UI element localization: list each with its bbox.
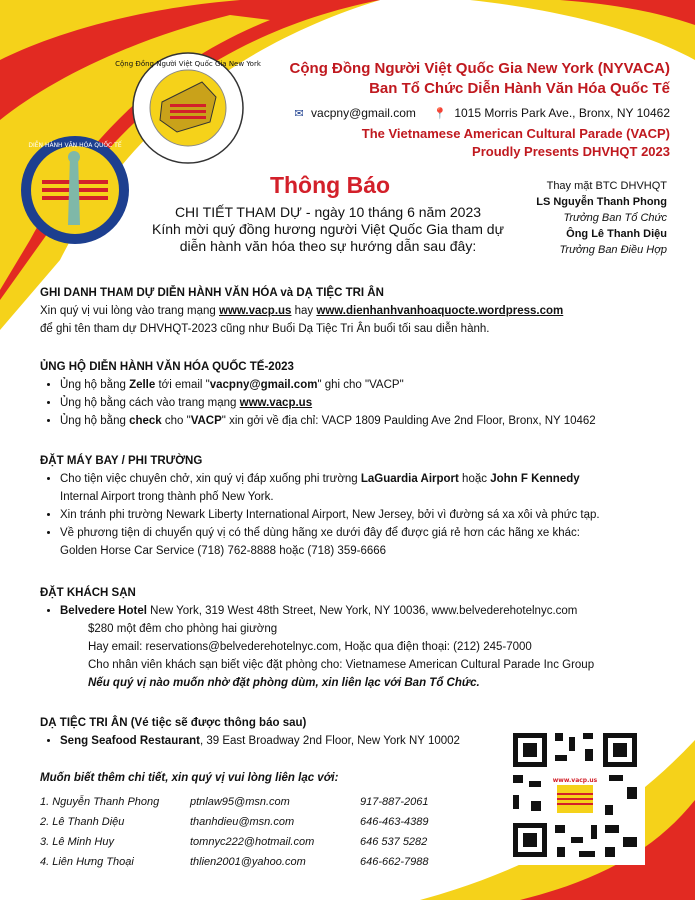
- contact-phone: 917-887-2061: [360, 796, 429, 808]
- header-email[interactable]: vacpny@gmail.com: [311, 106, 416, 120]
- list-item: [60, 376, 660, 394]
- flight-i1a: Cho tiện việc chuyên chở, xin quý vị đáp xuống phi trường: [60, 473, 361, 485]
- check-label: check: [129, 415, 162, 427]
- table-row: [40, 812, 460, 832]
- qr-code[interactable]: [505, 725, 645, 865]
- table-row: [40, 832, 460, 852]
- contact-phone: 646-463-4389: [360, 816, 429, 828]
- list-item: [60, 412, 660, 430]
- flight-i1c: hoặc: [458, 473, 491, 485]
- list-item: [60, 732, 500, 750]
- list-item: • Xin tránh phi trường Newark Liberty International Airport, New Jersey, bởi vì đường sá xa xôi và phức tạp.: [60, 506, 660, 524]
- registration-section: [40, 284, 660, 338]
- support-i3e: " xin gởi về địa chỉ: VACP 1809 Paulding Ave 2nd Floor, Bronx, NY 10462: [221, 415, 596, 427]
- nyvaca-seal-logo: [115, 52, 261, 164]
- org-name-line1: Cộng Đồng Người Việt Quốc Gia New York (NYVACA): [289, 60, 670, 77]
- contact-name: 4. Liên Hưng Thoại: [40, 856, 134, 868]
- vacp-emblem-logo: [20, 135, 130, 245]
- laguardia-label: LaGuardia Airport: [360, 473, 459, 485]
- on-behalf: Thay mặt BTC DHVHQT: [546, 180, 667, 192]
- support-heading: ỦNG HỘ DIỄN HÀNH VĂN HÓA QUỐC TẾ-2023: [40, 361, 294, 373]
- qr-label: www.vacp.us: [552, 777, 598, 784]
- list-item: [60, 470, 660, 506]
- registration-text-c: để ghi tên tham dự DHVHQT-2023 cũng như Buổi Dạ Tiệc Tri Ân buổi tối sau diễn hành.: [40, 323, 490, 335]
- registration-text-a: Xin quý vị vui lòng vào trang mạng: [40, 305, 219, 317]
- flight-heading: ĐẶT MÁY BAY / PHI TRƯỜNG: [40, 455, 203, 467]
- support-i3a: Ủng hộ bằng: [60, 415, 130, 427]
- hotel-heading: ĐẶT KHÁCH SẠN: [40, 587, 136, 599]
- support-i1a: Ủng hộ bằng: [60, 379, 130, 391]
- dinner-heading: DẠ TIỆC TRI ÂN (Vé tiệc sẽ được thông báo sau): [40, 717, 307, 729]
- list-item: • Về phương tiện di chuyển quý vị có thể dùng hãng xe dưới đây để được giá rẻ hơn các hãng xe khác:: [60, 524, 660, 542]
- hotel-help: Nếu quý vị nào muốn nhờ đặt phòng dùm, xin liên lạc với Ban Tổ Chức.: [88, 677, 480, 689]
- registration-text-b: hay: [291, 305, 317, 317]
- support-i1e: " ghi cho "VACP": [317, 379, 404, 391]
- flight-i1e: Internal Airport trong thành phố New York.: [60, 491, 274, 503]
- contact-phone: 646 537 5282: [360, 836, 428, 848]
- support-section: [40, 358, 660, 430]
- zelle-label: Zelle: [129, 379, 156, 391]
- notice-line3: diễn hành văn hóa theo sự hướng dẫn sau đây:: [179, 238, 477, 254]
- contact-email[interactable]: ptnlaw95@msn.com: [190, 796, 290, 808]
- restaurant-name: Seng Seafood Restaurant: [60, 735, 200, 747]
- signer2-name: Ông Lê Thanh Diệu: [566, 228, 667, 240]
- header-address: 1015 Morris Park Ave., Bronx, NY 10462: [454, 106, 670, 120]
- contact-email[interactable]: thanhdieu@msn.com: [190, 816, 295, 828]
- org-name-line2: Ban Tổ Chức Diễn Hành Văn Hóa Quốc Tế: [369, 80, 670, 97]
- restaurant-address: , 39 East Broadway 2nd Floor, New York NY 10002: [199, 735, 460, 747]
- hotel-address: New York, 319 West 48th Street, New York, NY 10036, www.belvederehotelnyc.com: [146, 605, 578, 617]
- registration-heading: GHI DANH THAM DỰ DIỄN HÀNH VĂN HÓA và DẠ TIỆC TRI ÂN: [40, 287, 384, 299]
- table-row: [40, 792, 460, 812]
- list-item: [60, 602, 660, 620]
- contact-name: 2. Lê Thanh Diệu: [40, 816, 125, 828]
- support-i1c: tới email ": [155, 379, 210, 391]
- support-i2a: Ủng hộ bằng cách vào trang mạng: [60, 397, 240, 409]
- hotel-email: Hay email: reservations@belvederehotelnyc.com, Hoặc qua điện thoại: (212) 245-7000: [88, 641, 532, 653]
- vacp-link[interactable]: www.vacp.us: [219, 305, 292, 317]
- signature-block: [470, 178, 667, 258]
- svg-text:Cộng Đồng Người Việt Quốc Gia: Cộng Đồng Người Việt Quốc Gia New York: [115, 60, 261, 68]
- flight-section: [40, 452, 660, 560]
- map-pin-icon: 📍: [433, 108, 447, 120]
- dienhanh-link[interactable]: www.dienhanhvanhoaquocte.wordpress.com: [316, 305, 564, 317]
- contact-email[interactable]: tomnyc222@hotmail.com: [190, 836, 315, 848]
- notice-line1: CHI TIẾT THAM DỰ - ngày 10 tháng 6 năm 2023: [174, 204, 482, 220]
- hotel-name: Belvedere Hotel: [60, 605, 147, 617]
- contact-email[interactable]: thlien2001@yahoo.com: [190, 856, 306, 868]
- jfk-label: John F Kennedy: [490, 473, 580, 485]
- notice-line2: Kính mời quý đồng hương người Việt Quốc Gia tham dự: [152, 221, 504, 237]
- hotel-note: Cho nhân viên khách sạn biết việc đặt phòng cho: Vietnamese American Cultural Parade Inc Group: [88, 659, 595, 671]
- contact-name: 1. Nguyễn Thanh Phong: [40, 796, 160, 808]
- contacts-heading: Muốn biết thêm chi tiết, xin quý vị vui lòng liên lạc với:: [40, 772, 339, 784]
- contact-phone: 646-662-7988: [360, 856, 429, 868]
- vacp-label: VACP: [190, 415, 222, 427]
- signer1-name: LS Nguyễn Thanh Phong: [536, 196, 667, 208]
- signer2-role: Trưởng Ban Điều Hợp: [559, 244, 667, 256]
- support-i3c: cho ": [161, 415, 191, 427]
- contact-name: 3. Lê Minh Huy: [40, 836, 114, 848]
- zelle-email[interactable]: vacpny@gmail.com: [209, 379, 318, 391]
- table-row: [40, 852, 460, 872]
- contacts-table: [40, 792, 460, 872]
- dinner-section: [40, 714, 500, 750]
- registration-text: [40, 302, 660, 320]
- notice-title: Thông Báo: [269, 172, 391, 198]
- car-service: Golden Horse Car Service (718) 762-8888 hoặc (718) 359-6666: [60, 545, 387, 557]
- list-item: [60, 394, 660, 412]
- envelope-icon: ✉: [294, 108, 304, 120]
- signer1-role: Trưởng Ban Tổ Chức: [563, 212, 667, 224]
- support-vacp-link[interactable]: www.vacp.us: [239, 397, 313, 409]
- parade-title: The Vietnamese American Cultural Parade (VACP): [361, 126, 670, 141]
- hotel-price: $280 một đêm cho phòng hai giường: [88, 623, 278, 635]
- contact-line: [290, 106, 670, 120]
- hotel-section: [40, 584, 660, 692]
- svg-text:DIỄN HÀNH VĂN HÓA QUỐC TẾ: DIỄN HÀNH VĂN HÓA QUỐC TẾ: [28, 142, 122, 149]
- parade-subtitle: Proudly Presents DHVHQT 2023: [472, 144, 670, 159]
